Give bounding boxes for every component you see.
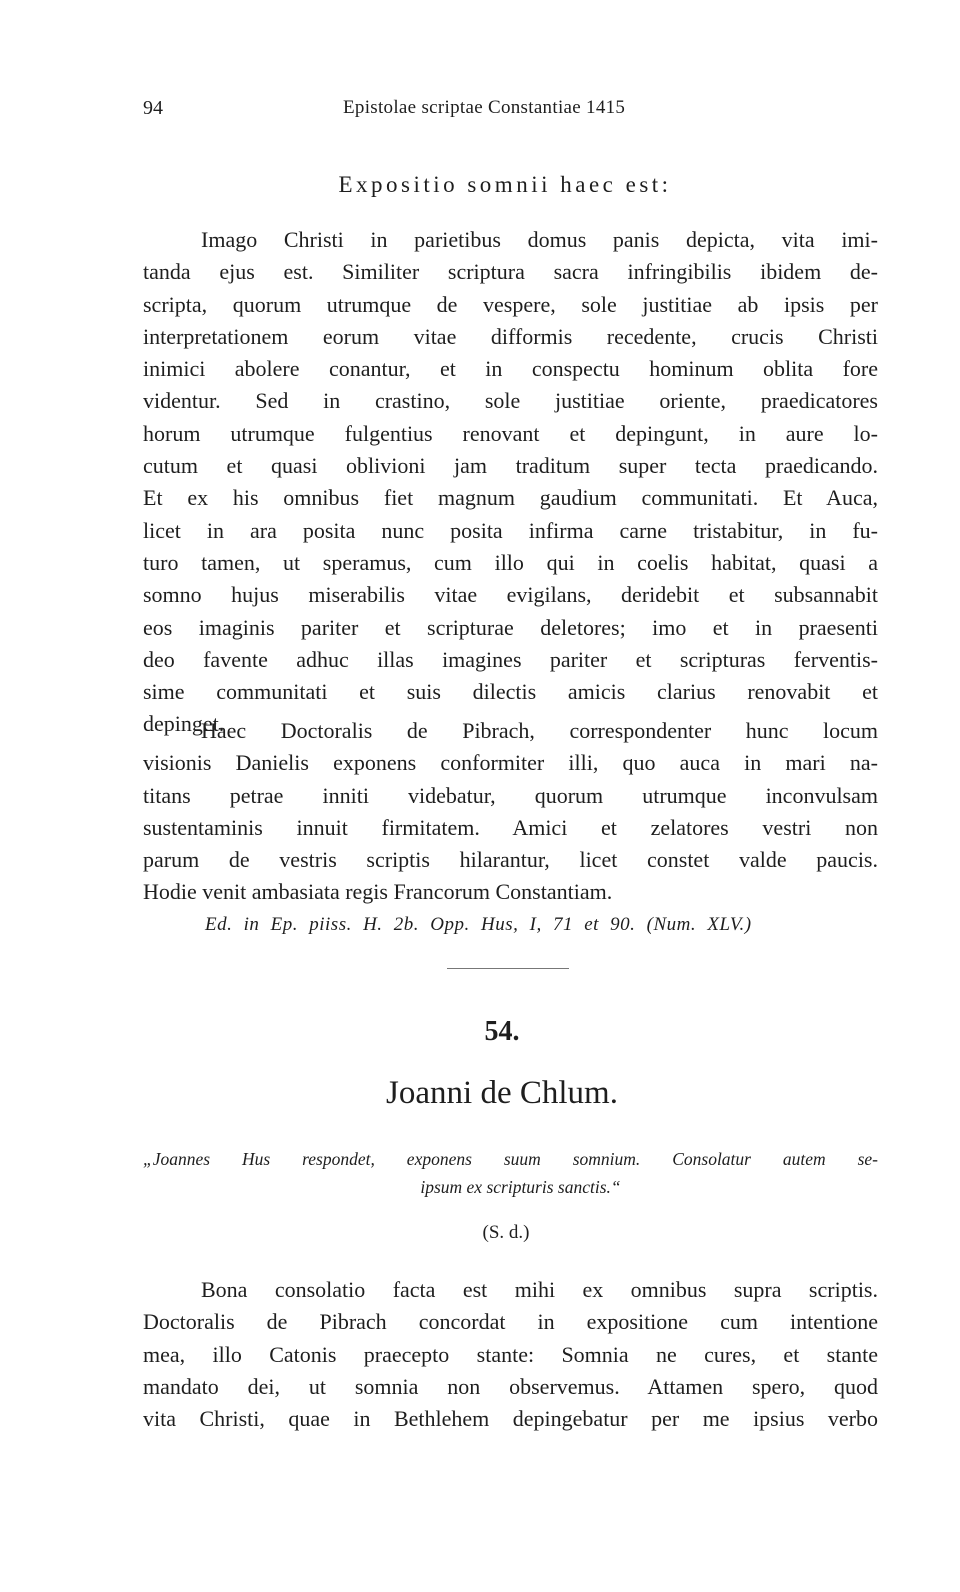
haec-paragraph	[143, 715, 878, 909]
text-line: videntur. Sed in crastino, sole justitiae oriente, praedicatores	[143, 388, 878, 414]
text-line: Haec Doctoralis de Pibrach, correspondenter hunc locum	[201, 718, 878, 743]
text-line: vita Christi, quae in Bethlehem depingebatur per me ipsius verbo	[143, 1406, 878, 1432]
text-line: Hodie venit ambasiata regis Francorum Constantiam.	[143, 879, 613, 905]
summary-line: ipsum ex scripturis sanctis.“	[420, 1177, 621, 1197]
text-line: eos imaginis pariter et scripturae deletores; imo et in praesenti	[143, 614, 878, 640]
text-line: Bona consolatio facta est mihi ex omnibus supra scriptis.	[201, 1277, 878, 1302]
letter-summary	[143, 1145, 878, 1201]
text-line: sime communitati et suis dilectis amicis clarius renovabit et	[143, 679, 878, 705]
text-line: Imago Christi in parietibus domus panis depicta, vita imi-	[201, 227, 878, 252]
text-line: sustentaminis innuit firmitatem. Amici et zelatores vestri non	[143, 814, 878, 840]
section-divider	[447, 968, 569, 969]
text-line: inimici abolere conantur, et in conspectu hominum oblita fore	[143, 356, 878, 382]
text-line: mandato dei, ut somnia non observemus. Attamen spero, quod	[143, 1373, 878, 1399]
summary-line: „Joannes Hus respondet, exponens suum somnium. Consolatur autem se-	[143, 1149, 878, 1169]
text-line: tanda ejus est. Similiter scriptura sacra infringibilis ibidem de-	[143, 259, 878, 285]
text-line: interpretationem eorum vitae difformis recedente, crucis Christi	[143, 323, 878, 349]
text-line: mea, illo Catonis praecepto stante: Somnia ne cures, et stante	[143, 1341, 878, 1367]
running-title: Epistolae scriptae Constantiae 1415	[343, 97, 626, 118]
running-header	[143, 97, 878, 127]
text-line: somno hujus miserabilis vitae evigilans, deridebit et subsannabit	[143, 582, 878, 608]
text-line: deo favente adhuc illas imagines pariter et scripturas ferventis-	[143, 646, 878, 672]
text-line: Et ex his omnibus fiet magnum gaudium communitati. Et Auca,	[143, 485, 878, 511]
text-line: turo tamen, ut speramus, cum illo qui in coelis habitat, quasi a	[143, 549, 878, 575]
text-line: depinget.	[143, 711, 225, 737]
letter-title: Joanni de Chlum.	[386, 1075, 618, 1111]
text-line: Doctoralis de Pibrach concordat in expositione cum intentione	[143, 1309, 878, 1335]
date-note: (S. d.)	[482, 1222, 530, 1243]
text-line: visionis Danielis exponens conformiter illi, quo auca in mari na-	[143, 750, 878, 776]
text-line: licet in ara posita nunc posita infirma carne tristabitur, in fu-	[143, 517, 878, 543]
expositio-paragraph	[143, 224, 878, 741]
text-line: horum utrumque fulgentius renovant et depingunt, in aure lo-	[143, 420, 878, 446]
text-line: titans petrae inniti videbatur, quorum utrumque inconvulsam	[143, 782, 878, 808]
text-line: cutum et quasi oblivioni jam traditum super tecta praedicando.	[143, 453, 878, 479]
letter-body	[143, 1274, 878, 1435]
page-number: 94	[143, 97, 163, 119]
expositio-heading: Expositio somnii haec est:	[338, 172, 672, 197]
text-line: scripta, quorum utrumque de vespere, sole justitiae ab ipsis per	[143, 291, 878, 317]
citation: Ed. in Ep. piiss. H. 2b. Opp. Hus, I, 71 et 90. (Num. XLV.)	[205, 914, 752, 935]
text-line: parum de vestris scriptis hilarantur, licet constet valde paucis.	[143, 847, 878, 873]
letter-number: 54.	[484, 1016, 520, 1047]
